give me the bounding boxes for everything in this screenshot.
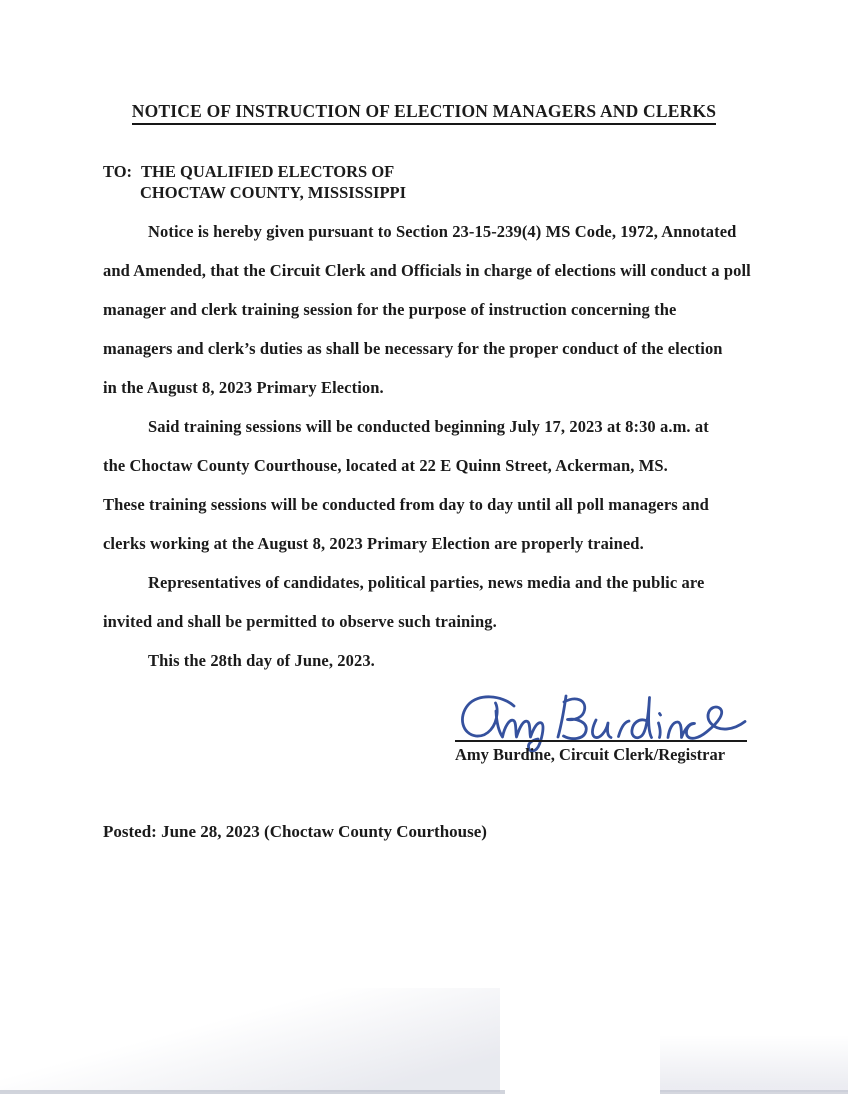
body-line: manager and clerk training session for the purpose of instruction concerning the (103, 300, 677, 319)
scan-edge-artifact (0, 1090, 505, 1094)
scan-shadow-artifact (660, 1035, 848, 1092)
document-title (0, 101, 848, 122)
signature-ink-strokes (462, 696, 745, 751)
body-line: in the August 8, 2023 Primary Election. (103, 378, 384, 397)
signature-rule-line (455, 740, 747, 742)
body-line: the Choctaw County Courthouse, located at 22 E Quinn Street, Ackerman, MS. (103, 456, 668, 475)
scan-edge-artifact (660, 1090, 848, 1094)
body-line: Said training sessions will be conducted beginning July 17, 2023 at 8:30 a.m. at (148, 417, 709, 436)
signature-label: Amy Burdine, Circuit Clerk/Registrar (455, 745, 726, 764)
document-title-text: NOTICE OF INSTRUCTION OF ELECTION MANAGERS AND CLERKS (132, 101, 716, 125)
recipient-prefix: TO: (103, 162, 133, 181)
body-line: Representatives of candidates, political parties, news media and the public are (148, 573, 705, 592)
recipient-name: THE QUALIFIED ELECTORS OF (141, 162, 395, 181)
body-line: Notice is hereby given pursuant to Section 23-15-239(4) MS Code, 1972, Annotated (148, 222, 737, 241)
body-line: invited and shall be permitted to observe such training. (103, 612, 497, 631)
posted-note: Posted: June 28, 2023 (Choctaw County Courthouse) (103, 822, 487, 841)
body-line: clerks working at the August 8, 2023 Primary Election are properly trained. (103, 534, 644, 553)
scan-shadow-artifact (0, 988, 500, 1092)
recipient-line-1 (103, 162, 394, 182)
recipient-line-2: CHOCTAW COUNTY, MISSISSIPPI (140, 183, 407, 202)
body-line: These training sessions will be conducted from day to day until all poll managers and (103, 495, 709, 514)
body-line: This the 28th day of June, 2023. (148, 651, 375, 670)
body-line: and Amended, that the Circuit Clerk and Officials in charge of elections will conduct a poll (103, 261, 751, 280)
body-line: managers and clerk’s duties as shall be necessary for the proper conduct of the election (103, 339, 723, 358)
